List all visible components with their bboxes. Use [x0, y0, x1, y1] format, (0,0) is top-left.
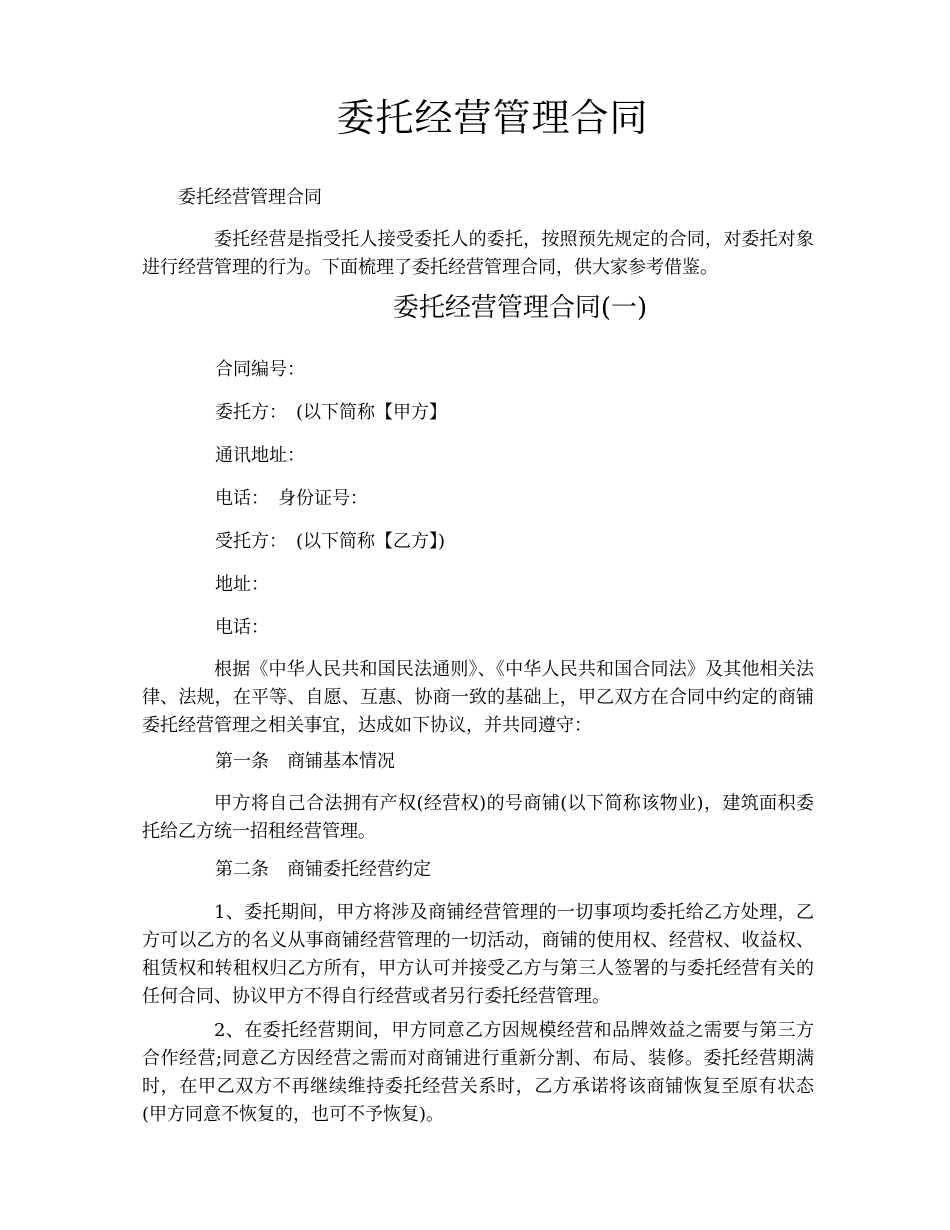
section-title: 委托经营管理合同(一)	[392, 293, 648, 323]
article2-item1: 1、委托期间，甲方将涉及商铺经营管理的一切事项均委托给乙方处理，乙方可以乙方的名义从事商铺经营管理的一切活动，商铺的使用权、经营权、收益权、租赁权和转租权归乙方所有，甲方认可并接受乙方与第三人签署的与委托经营有关的任何合同、协议甲方不得自行经营或者另行委托经营管理。	[142, 902, 814, 1007]
article1-title: 第一条 商铺基本情况	[215, 751, 395, 772]
field-party-a: 委托方： (以下简称【甲方】	[215, 402, 448, 423]
field-contract-no: 合同编号：	[215, 359, 305, 380]
field-party-b: 受托方： (以下简称【乙方】)	[215, 531, 446, 552]
field-party-b-phone: 电话：	[215, 617, 269, 638]
intro-heading: 委托经营管理合同	[178, 187, 322, 208]
article2-item2: 2、在委托经营期间，甲方同意乙方因规模经营和品牌效益之需要与第三方合作经营;同意乙方因经营之需而对商铺进行重新分割、布局、装修。委托经营期满时，在甲乙双方不再继续维持委托经营关系时，乙方承诺将该商铺恢复至原有状态(甲方同意不恢复的，也可不予恢复)。	[142, 1020, 814, 1125]
field-party-a-address: 通讯地址：	[215, 445, 305, 466]
field-party-a-phone: 电话： 身份证号：	[215, 488, 368, 509]
intro-paragraph: 委托经营是指受托人接受委托人的委托，按照预先规定的合同，对委托对象进行经营管理的行为。下面梳理了委托经营管理合同，供大家参考借鉴。	[142, 229, 814, 278]
article2-title: 第二条 商铺委托经营约定	[215, 859, 431, 880]
document-title: 委托经营管理合同	[336, 96, 649, 140]
preamble-paragraph: 根据《中华人民共和国民法通则》、《中华人民共和国合同法》及其他相关法律、法规，在平等、自愿、互惠、协商一致的基础上，甲乙双方在合同中约定的商铺委托经营管理之相关事宜，达成如下协议，并共同遵守：	[142, 659, 814, 736]
field-party-b-address: 地址：	[215, 574, 269, 595]
article1-paragraph: 甲方将自己合法拥有产权(经营权)的号商铺(以下简称该物业)，建筑面积委托给乙方统一招租经营管理。	[142, 793, 814, 842]
